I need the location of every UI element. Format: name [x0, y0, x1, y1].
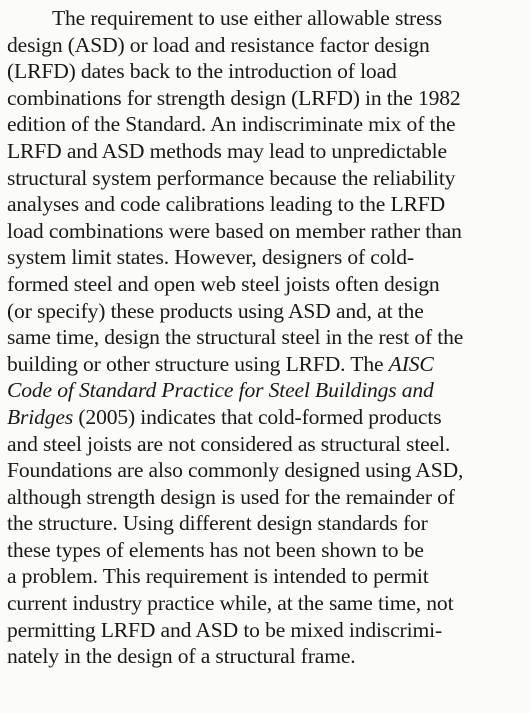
text-line: The requirement to use either allowable stress [52, 6, 443, 30]
italic-citation: Bridges [7, 404, 74, 429]
text-line: load combinations were based on member rather than [7, 218, 462, 243]
text-line: edition of the Standard. An indiscriminate mix of the [7, 112, 456, 137]
text-line [7, 377, 529, 404]
text-line: a problem. This requirement is intended to permit [7, 564, 429, 589]
text-line: the structure. Using different design standards for [7, 511, 428, 536]
text-line: although strength design is used for the remainder of [7, 484, 455, 509]
text-line: (or specify) these products using ASD and, at the [7, 298, 424, 323]
body-paragraph [7, 5, 529, 670]
text-line: system limit states. However, designers of cold- [7, 245, 414, 270]
text-line: structural system performance because the reliability [7, 165, 456, 190]
text-line: design (ASD) or load and resistance factor design [7, 32, 430, 57]
text-line [7, 351, 529, 378]
text-line: nately in the design of a structural frame. [7, 644, 356, 669]
italic-citation: AISC [388, 351, 434, 376]
text-line: and steel joists are not considered as structural steel. [7, 431, 451, 456]
text-line: Foundations are also commonly designed using ASD, [7, 458, 464, 483]
text-line: these types of elements has not been shown to be [7, 537, 424, 562]
text-line: permitting LRFD and ASD to be mixed indiscrimi- [7, 617, 442, 642]
text-line: combinations for strength design (LRFD) in the 1982 [7, 85, 461, 110]
italic-citation: Code of Standard Practice for Steel Buildings and [7, 378, 434, 403]
text-line: current industry practice while, at the same time, not [7, 591, 454, 616]
text-line: LRFD and ASD methods may lead to unpredictable [7, 138, 447, 163]
text-segment: building or other structure using LRFD. The [7, 351, 384, 376]
text-line [7, 404, 529, 431]
text-line: formed steel and open web steel joists often design [7, 271, 440, 296]
text-line: same time, design the structural steel in the rest of the [7, 325, 464, 350]
text-line: (LRFD) dates back to the introduction of load [7, 59, 397, 84]
text-segment: (2005) indicates that cold-formed products [78, 404, 442, 429]
text-line: analyses and code calibrations leading to the LRFD [7, 192, 446, 217]
